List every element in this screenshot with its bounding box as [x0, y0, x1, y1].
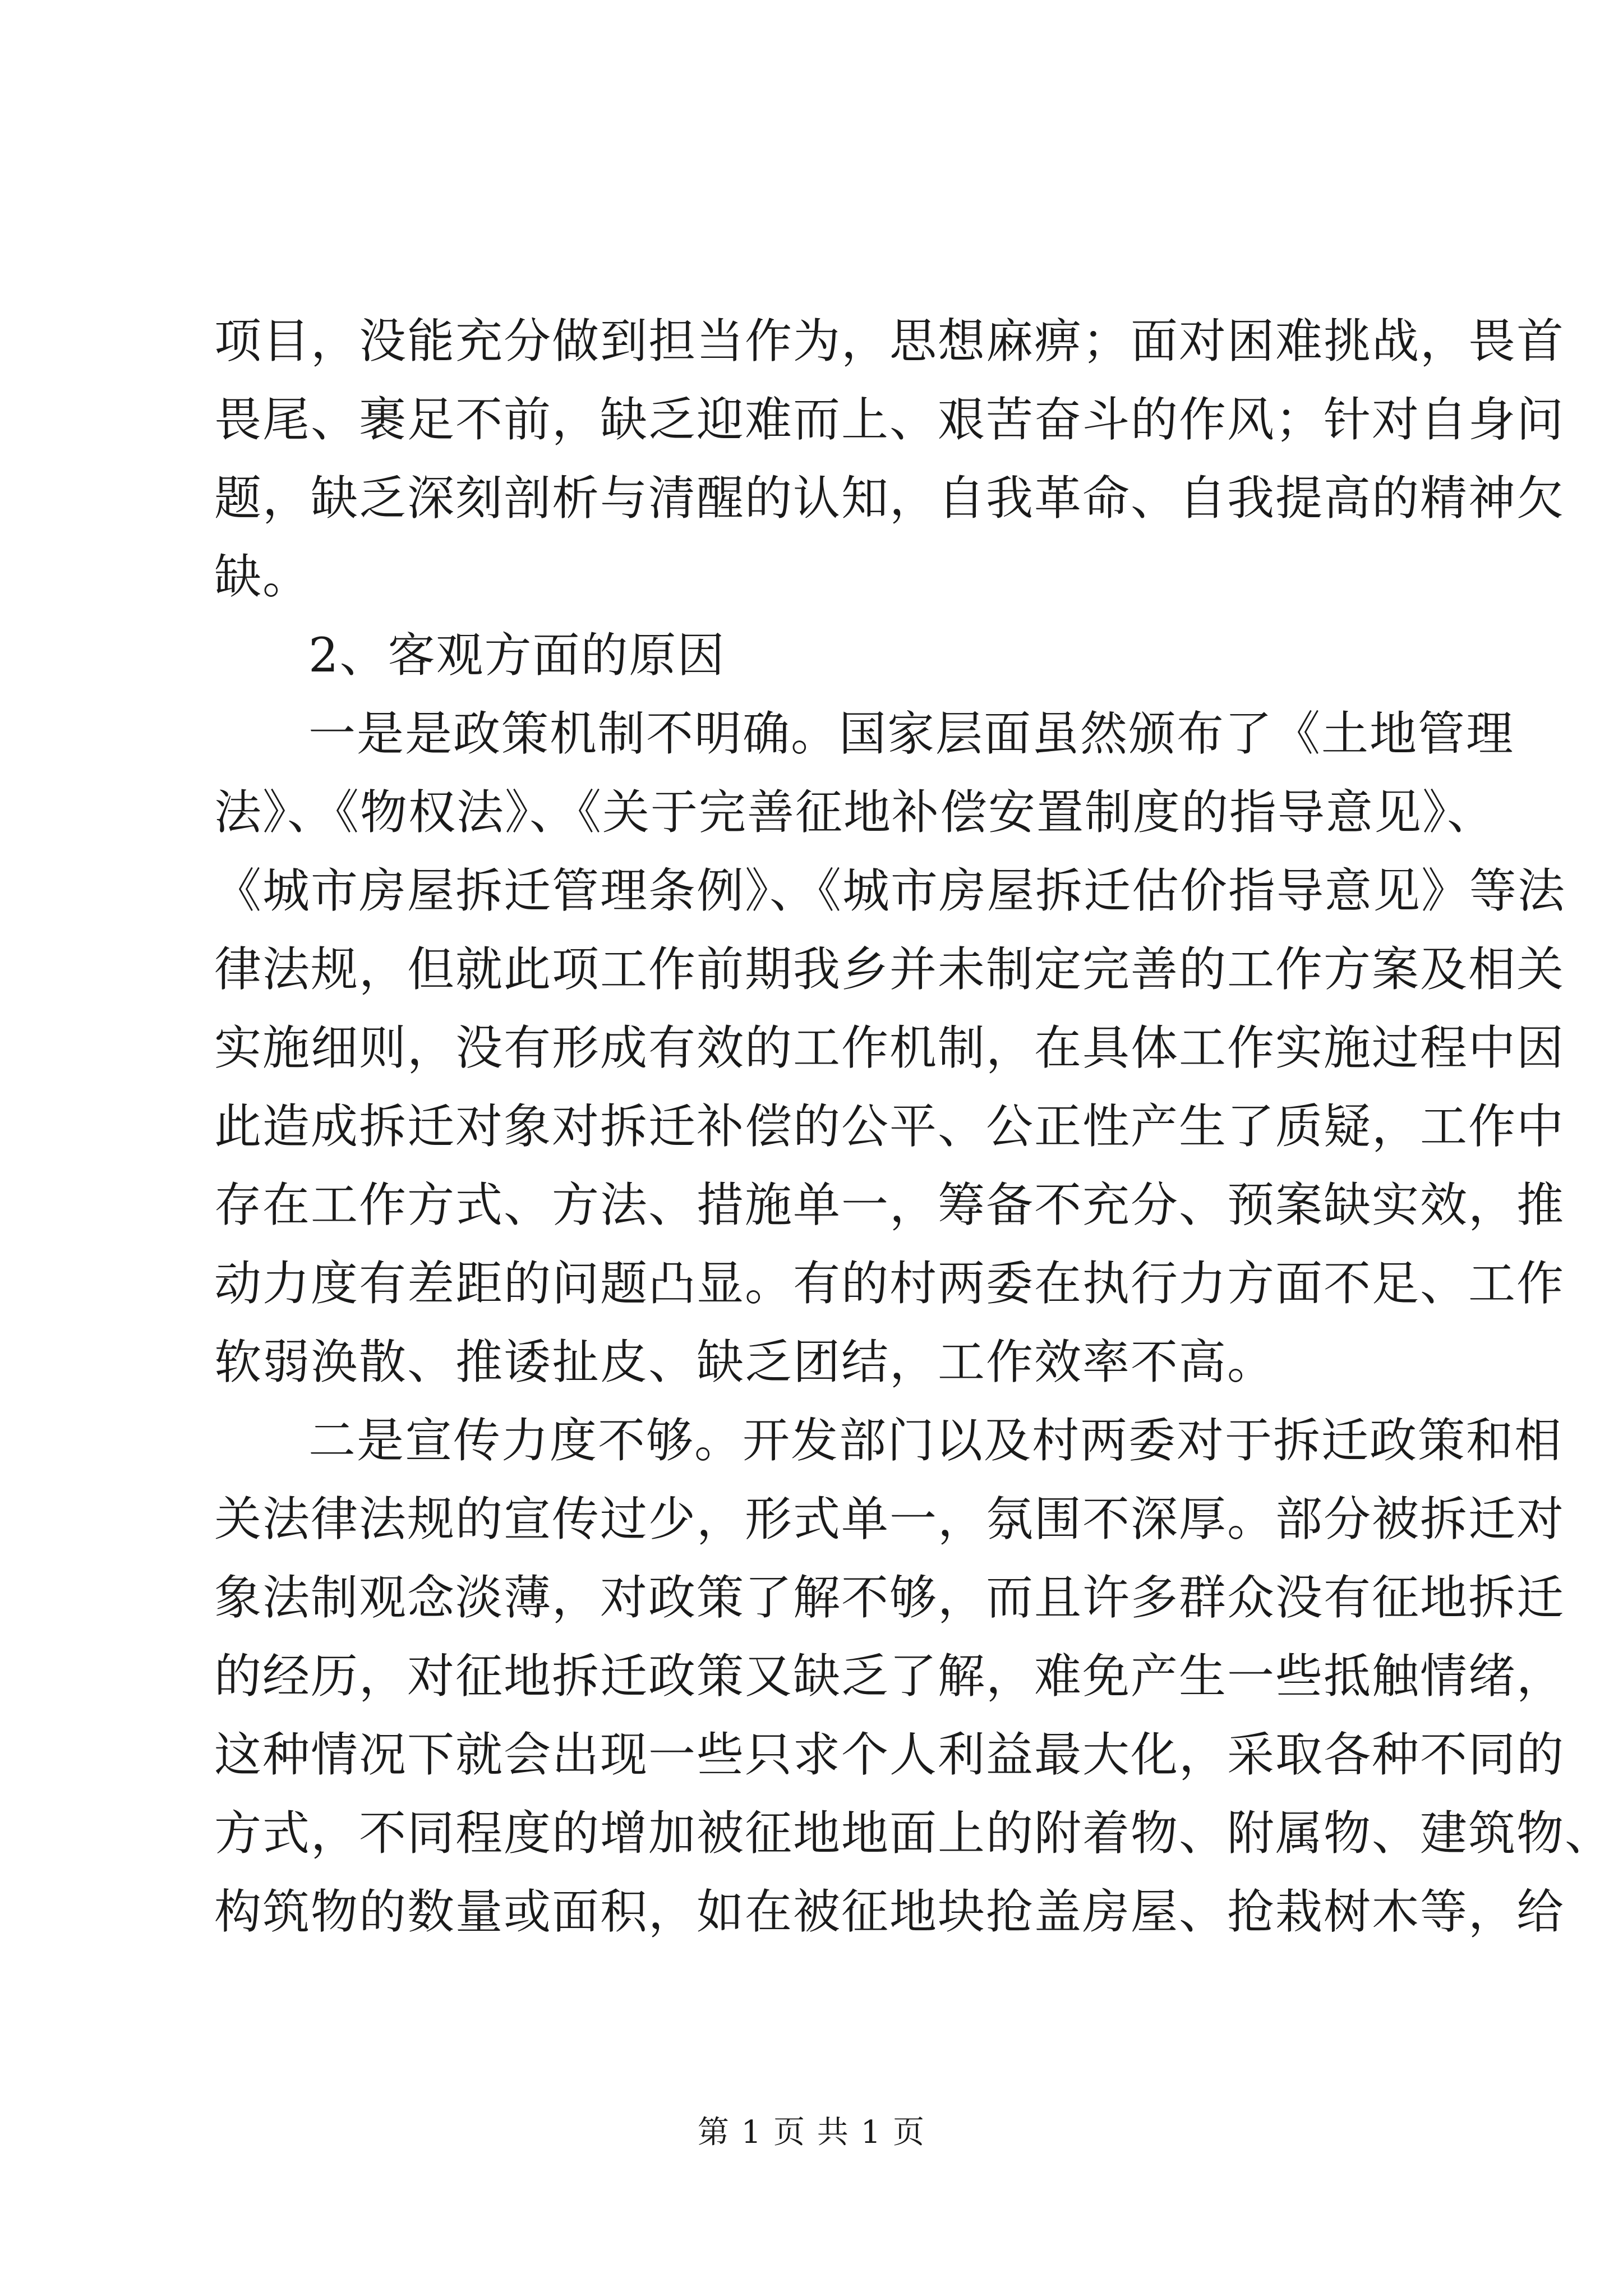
body-text: [214, 302, 1613, 1951]
text-line: 存在工作方式、方法、措施单一，筹备不充分、预案缺实效，推: [214, 1177, 1565, 1232]
text-line: 二是宣传力度不够。开发部门以及村两委对于拆迁政策和相: [308, 1413, 1563, 1468]
page-footer: [0, 2110, 1623, 2155]
text-line: 构筑物的数量或面积，如在被征地块抢盖房屋、抢栽树木等，给: [214, 1884, 1565, 1939]
text-line: 此造成拆迁对象对拆迁补偿的公平、公正性产生了质疑，工作中: [214, 1099, 1565, 1154]
text-line: 项目，没能充分做到担当作为，思想麻痹；面对困难挑战，畏首: [214, 314, 1565, 369]
text-line: 法》、《物权法》、《关于完善征地补偿安置制度的指导意见》、: [214, 785, 1496, 840]
text-line: 缺。: [214, 549, 311, 604]
text-line: 律法规，但就此项工作前期我乡并未制定完善的工作方案及相关: [214, 942, 1565, 997]
text-line: 畏尾、裹足不前，缺乏迎难而上、艰苦奋斗的作风；针对自身问: [214, 392, 1565, 447]
text-line: 关法律法规的宣传过少，形式单一，氛围不深厚。部分被拆迁对: [214, 1492, 1565, 1547]
text-line: 软弱涣散、推诿扯皮、缺乏团结，工作效率不高。: [214, 1335, 1276, 1389]
text-line: 这种情况下就会出现一些只求个人利益最大化，采取各种不同的: [214, 1727, 1565, 1782]
page-number-label: 第 1 页 共 1 页: [697, 2114, 926, 2151]
text-line: 实施细则，没有形成有效的工作机制，在具体工作实施过程中因: [214, 1020, 1565, 1075]
text-line: 动力度有差距的问题凸显。有的村两委在执行力方面不足、工作: [214, 1256, 1565, 1311]
text-line: 的经历，对征地拆迁政策又缺乏了解，难免产生一些抵触情绪，: [214, 1649, 1565, 1704]
text-line: 《城市房屋拆迁管理条例》、《城市房屋拆迁估价指导意见》等法: [214, 863, 1566, 918]
section-heading: 2、客观方面的原因: [308, 628, 726, 683]
text-line: 方式，不同程度的增加被征地地面上的附着物、附属物、建筑物、: [214, 1806, 1613, 1861]
text-line: 象法制观念淡薄，对政策了解不够，而且许多群众没有征地拆迁: [214, 1570, 1565, 1625]
text-line: 题，缺乏深刻剖析与清醒的认知，自我革命、自我提高的精神欠: [214, 471, 1565, 526]
text-line: 一是是政策机制不明确。国家层面虽然颁布了《土地管理: [308, 706, 1515, 761]
